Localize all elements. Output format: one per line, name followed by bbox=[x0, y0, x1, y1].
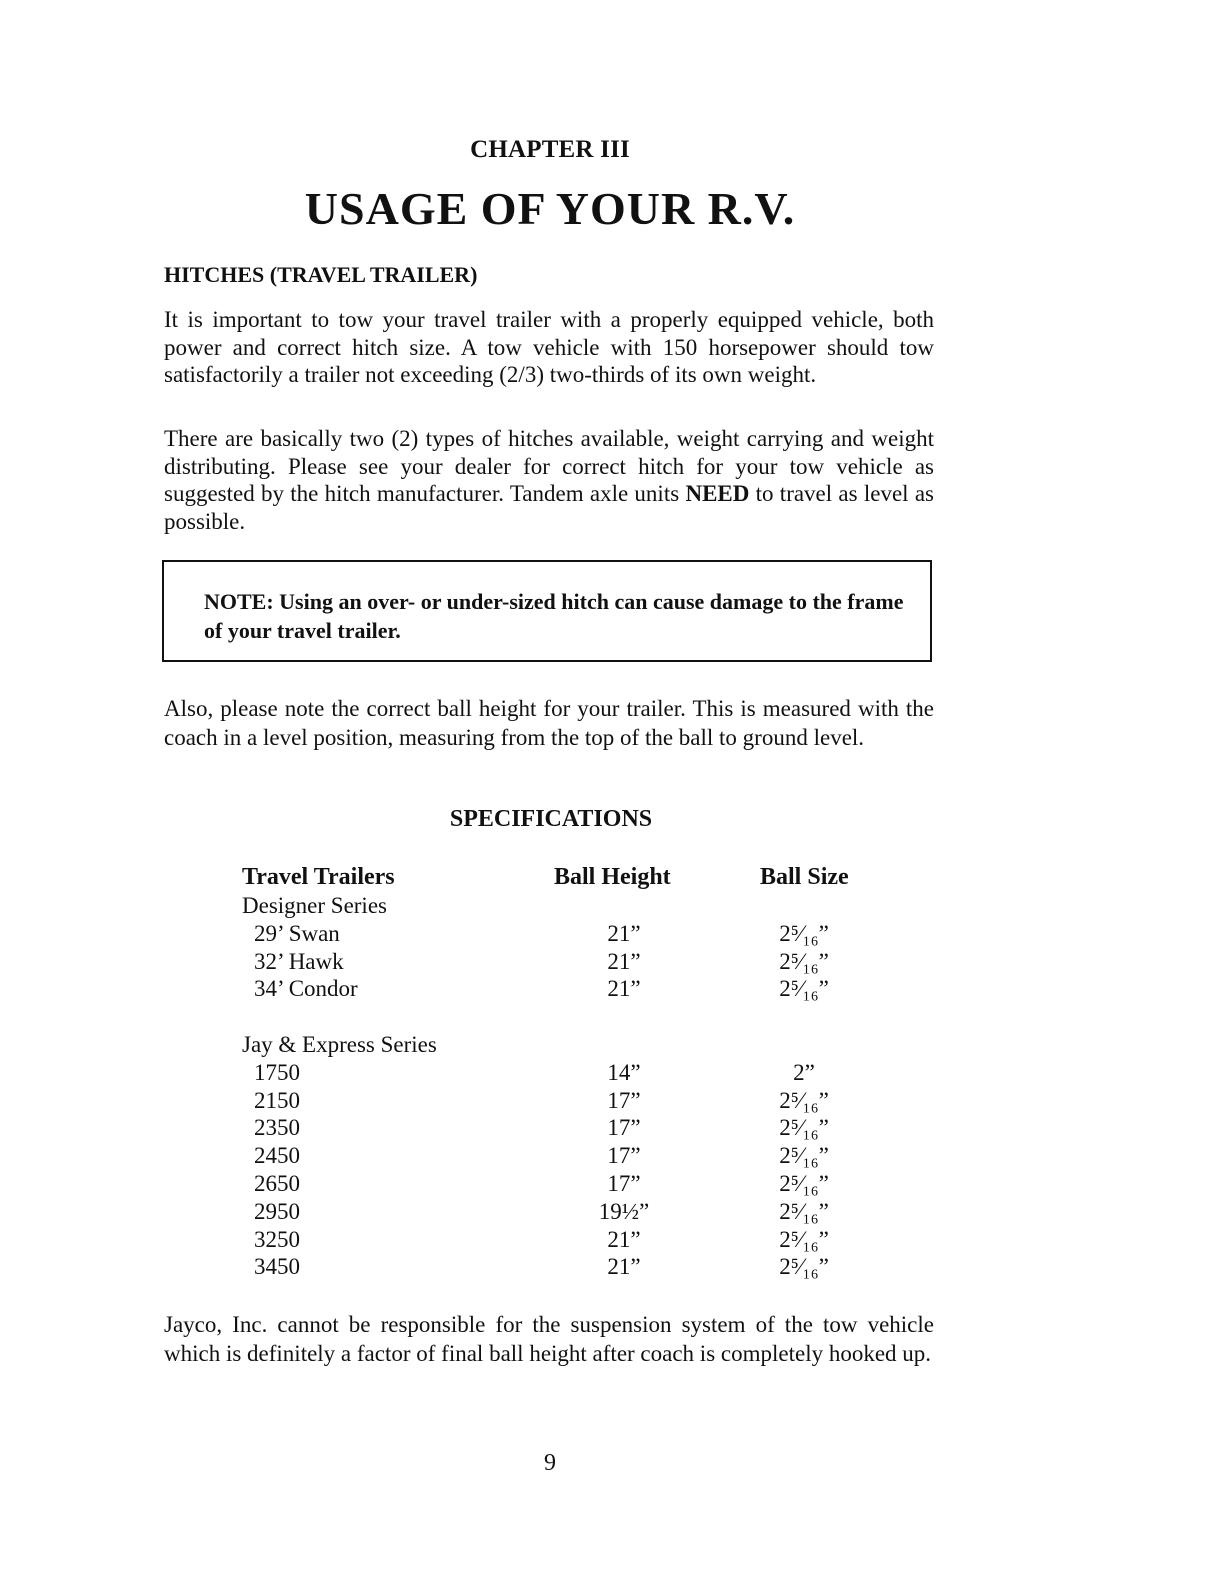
ball-height-cell: 21” bbox=[607, 948, 641, 974]
ball-size-cell: 2⁵⁄₁₆” bbox=[779, 1198, 829, 1224]
emphasis-need: NEED bbox=[685, 481, 750, 506]
model-cell: 2650 bbox=[254, 1170, 300, 1196]
ball-height-cell: 14” bbox=[607, 1059, 641, 1085]
group-label-designer-series: Designer Series bbox=[242, 893, 387, 918]
model-cell: 2450 bbox=[254, 1143, 300, 1169]
paragraph-tow-vehicle: It is important to tow your travel trailer with a properly equipped vehicle, both power and correct hitch size. A tow vehicle with 150 horsepower should tow satisfactorily a trailer not exceeding (2/3) two-thirds of its own weight. bbox=[164, 307, 934, 387]
ball-size-cell: 2⁵⁄₁₆” bbox=[779, 1226, 829, 1252]
model-cell: 32’ Hawk bbox=[254, 948, 344, 974]
table-row bbox=[242, 1087, 882, 1115]
table-row bbox=[242, 1253, 882, 1281]
ball-size-cell: 2⁵⁄₁₆” bbox=[779, 1143, 829, 1169]
table-row bbox=[242, 920, 882, 948]
model-cell: 34’ Condor bbox=[254, 976, 358, 1002]
section-heading-hitches: HITCHES (TRAVEL TRAILER) bbox=[164, 262, 478, 287]
model-cell: 3250 bbox=[254, 1226, 300, 1252]
paragraph-hitch-types-end: to travel as level as possible. bbox=[164, 481, 934, 534]
ball-height-cell: 19½” bbox=[598, 1198, 650, 1224]
specifications-heading: SPECIFICATIONS bbox=[449, 806, 653, 832]
model-cell: 2950 bbox=[254, 1198, 300, 1224]
paragraph-suspension-disclaimer: Jayco, Inc. cannot be responsible for the suspension system of the tow vehicle which is definitely a factor of final ball height after coach is completely hooked up. bbox=[164, 1312, 934, 1366]
specifications-table bbox=[242, 862, 882, 1281]
ball-size-cell: 2” bbox=[793, 1059, 815, 1085]
ball-height-cell: 21” bbox=[607, 920, 641, 946]
table-row bbox=[242, 1059, 882, 1087]
table-row bbox=[242, 1226, 882, 1254]
model-cell: 1750 bbox=[254, 1059, 300, 1085]
ball-height-cell: 21” bbox=[607, 1226, 641, 1252]
column-header-ball-height: Ball Height bbox=[554, 864, 671, 890]
table-header-row bbox=[242, 862, 882, 892]
page-number: 9 bbox=[544, 1450, 556, 1476]
table-row bbox=[242, 948, 882, 976]
ball-height-cell: 17” bbox=[607, 1143, 641, 1169]
model-cell: 2350 bbox=[254, 1115, 300, 1141]
paragraph-ball-height: Also, please note the correct ball height for your trailer. This is measured with the coach in a level position, measuring from the top of the ball to ground level. bbox=[164, 696, 934, 750]
note-box bbox=[162, 560, 932, 662]
ball-height-cell: 17” bbox=[607, 1170, 641, 1196]
table-row bbox=[242, 1170, 882, 1198]
column-header-travel-trailers: Travel Trailers bbox=[242, 864, 395, 890]
chapter-label: CHAPTER III bbox=[470, 136, 630, 163]
model-cell: 29’ Swan bbox=[254, 920, 340, 946]
table-row bbox=[242, 975, 882, 1003]
ball-size-cell: 2⁵⁄₁₆” bbox=[779, 1170, 829, 1196]
table-row bbox=[242, 1142, 882, 1170]
paragraph-hitch-types bbox=[164, 425, 934, 535]
page-title: USAGE OF YOUR R.V. bbox=[304, 183, 796, 234]
ball-size-cell: 2⁵⁄₁₆” bbox=[779, 948, 829, 974]
ball-size-cell: 2⁵⁄₁₆” bbox=[779, 1115, 829, 1141]
note-text: NOTE: Using an over- or under-sized hitch can cause damage to the frame of your travel trailer. bbox=[204, 589, 904, 643]
model-cell: 3450 bbox=[254, 1254, 300, 1280]
model-cell: 2150 bbox=[254, 1087, 300, 1113]
ball-size-cell: 2⁵⁄₁₆” bbox=[779, 920, 829, 946]
ball-height-cell: 21” bbox=[607, 1254, 641, 1280]
group-label-row bbox=[242, 1031, 882, 1059]
ball-height-cell: 17” bbox=[607, 1115, 641, 1141]
group-label-jay-express-series: Jay & Express Series bbox=[242, 1031, 437, 1057]
table-row bbox=[242, 1198, 882, 1226]
ball-size-cell: 2⁵⁄₁₆” bbox=[779, 976, 829, 1002]
column-header-ball-size: Ball Size bbox=[760, 864, 849, 890]
group-label-row bbox=[242, 892, 882, 920]
ball-height-cell: 21” bbox=[607, 976, 641, 1002]
ball-height-cell: 17” bbox=[607, 1087, 641, 1113]
table-row bbox=[242, 1114, 882, 1142]
table-spacer bbox=[242, 1003, 882, 1031]
ball-size-cell: 2⁵⁄₁₆” bbox=[779, 1087, 829, 1113]
paragraph-hitch-types-text: There are basically two (2) types of hitches available, weight carrying and weight distributing. Please see your dealer for correct hitch for your tow vehicle as suggested by the hitch manufacturer. Tandem axle units bbox=[164, 426, 934, 506]
ball-size-cell: 2⁵⁄₁₆” bbox=[779, 1254, 829, 1280]
